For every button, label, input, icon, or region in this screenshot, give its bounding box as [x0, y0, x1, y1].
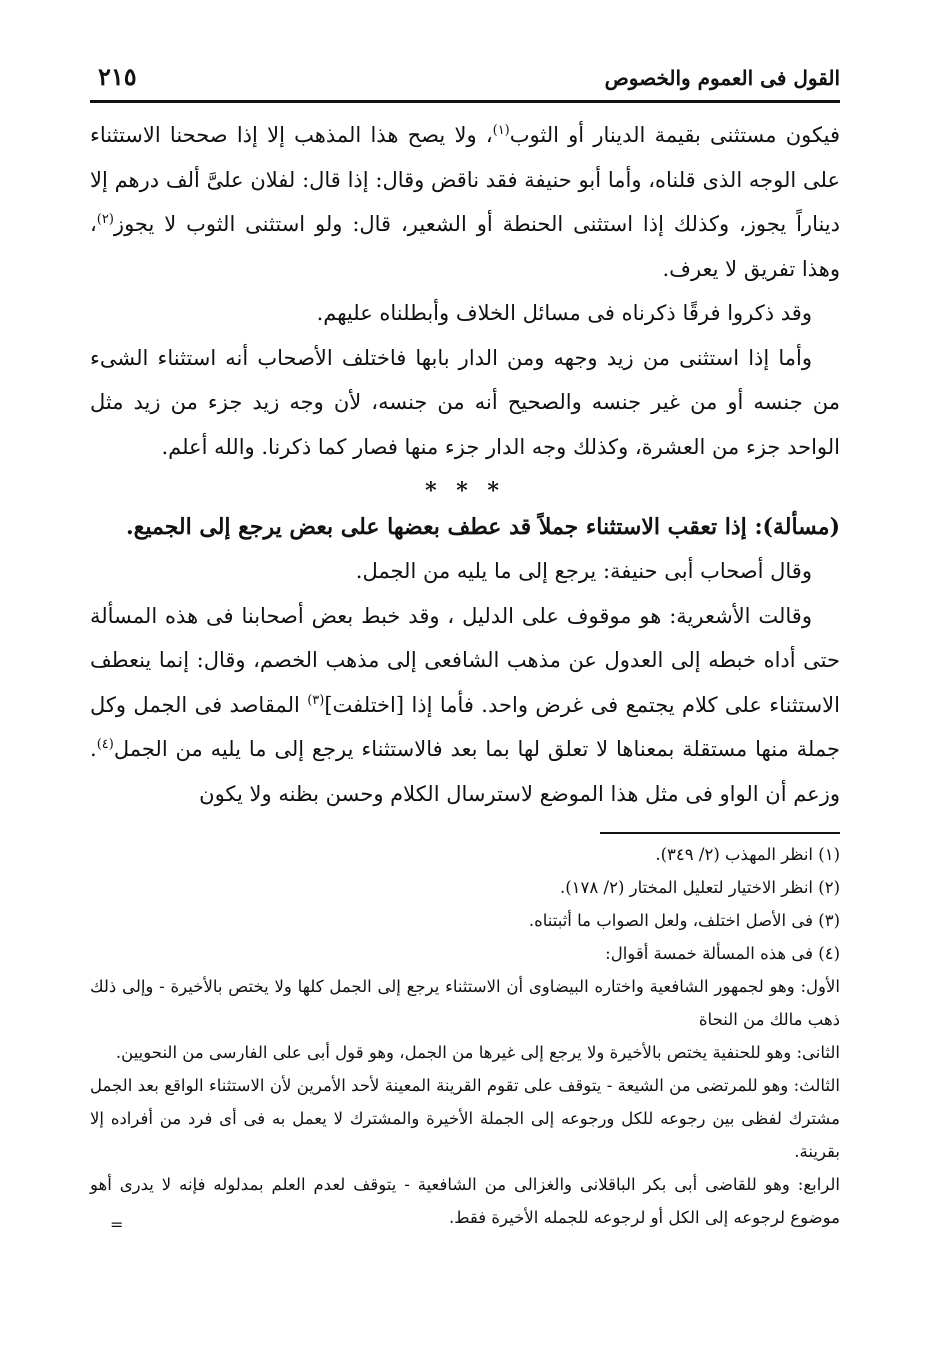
footnote-4-opinion-3: الثالث: وهو للمرتضى من الشيعة - يتوقف على تقوم القرينة المعينة لأحد الأمرين لأن الاستثناء الواقع بعد الجمل مشترك لفظى بين رجوعه للكل ورجوعه إلى الجملة الأخيرة والمشترك لا يعمل به فى أى فرد من أفراده إلا بقرينة. [90, 1076, 840, 1161]
paragraph-5-text-c: . وزعم أن الواو فى مثل هذا الموضع لاسترسال الكلام وحسن بظنه ولا يكون [90, 737, 840, 806]
footnote-2: (٢) انظر الاختيار لتعليل المختار (٢/ ١٧٨). [559, 878, 840, 897]
paragraph-2: وقد ذكروا فرقًا ذكرناه فى مسائل الخلاف وأبطلناه عليهم. [316, 301, 812, 325]
continuation-mark: = [110, 1215, 124, 1234]
paragraph-1 [90, 113, 840, 291]
footnote-4-opinion-1: الأول: وهو لجمهور الشافعية واختاره البيضاوى أن الاستثناء يرجع إلى الجمل كلها ولا يختص بالأخيرة - وإلى ذلك ذهب مالك من النحاة [90, 977, 840, 1029]
footnote-ref-1: (١) [492, 123, 510, 138]
footnote-1: (١) انظر المهذب (٢/ ٣٤٩). [655, 845, 840, 864]
footnotes [90, 838, 840, 1234]
book-page [90, 62, 840, 1234]
section-heading: (مسألة): إذا تعقب الاستثناء جملاً قد عطف بعضها على بعض يرجع إلى الجميع. [125, 514, 840, 540]
section-separator: * * * [425, 478, 505, 504]
footnote-4: (٤) فى هذه المسألة خمسة أقوال: [605, 944, 840, 963]
paragraph-3: وأما إذا استثنى من زيد وجهه ومن الدار بابها فاختلف الأصحاب أنه استثناء الشىء من جنسه أو من غير جنسه والصحيح أنه من جنسه، لأن وجه زيد جزء من زيد مثل الواحد جزء من العشرة، وكذلك وجه الدار جزء منها فصار كما ذكرنا. والله أعلم. [90, 345, 840, 459]
paragraph-5-text-a: وقالت الأشعرية: هو موقوف على الدليل ، وقد خبط بعض أصحابنا فى هذه المسألة حتى أداه خبطه إلى العدول عن مذهب الشافعى إلى مذهب الخصم، وقال: إنما ينعطف الاستثناء على كلام يجتمع فى غرض واحد. فأما إذا [اختلفت] [90, 603, 840, 717]
paragraph-1-text-c: ، وهذا تفريق لا يعرف. [90, 212, 840, 281]
page-header [90, 62, 840, 103]
footnote-4-opinion-4: الرابع: وهو للقاضى أبى بكر الباقلانى والغزالى من الشافعية - يتوقف لعدم العلم بمدلوله فإنه لا يدرى أهو موضوع لرجوعه إلى الكل أو لرجوعه للجمله الأخيرة فقط. [90, 1175, 840, 1227]
paragraph-4: وقال أصحاب أبى حنيفة: يرجع إلى ما يليه من الجمل. [355, 559, 812, 583]
running-title: القول فى العموم والخصوص [604, 66, 840, 90]
footnote-4-opinion-2: الثانى: وهو للحنفية يختص بالأخيرة ولا يرجع إلى غيرها من الجمل، وهو قول أبى على الفارسى من النحويين. [115, 1043, 840, 1062]
paragraph-5 [90, 594, 840, 817]
footnote-divider [600, 832, 840, 834]
paragraph-1-text-a: فيكون مستثنى بقيمة الدينار أو الثوب [509, 123, 840, 147]
footnote-3: (٣) فى الأصل اختلف، ولعل الصواب ما أثبتناه. [528, 911, 840, 930]
footnote-ref-3: (٣) [307, 692, 325, 708]
page-number: ٢١٥ [98, 62, 137, 91]
footnote-ref-4: (٤) [96, 737, 114, 752]
footnote-ref-2: (٢) [96, 212, 114, 227]
paragraph-1-text-b: ، ولا يصح هذا المذهب إلا إذا صححنا الاستثناء على الوجه الذى قلناه، وأما أبو حنيفة فقد ناقض وقال: إذا قال: لفلان علىَّ ألف درهم إلا ديناراً يجوز، وكذلك إذا استثنى الحنطة أو الشعير، قال: ولو استثنى الثوب لا يجوز [90, 123, 840, 236]
main-text [90, 113, 840, 816]
paragraph-5-text-b: المقاصد فى الجمل وكل جملة منها مستقلة بمعناها لا تعلق لها بما بعد فالاستثناء يرجع إلى ما يليه من الجمل [90, 692, 840, 761]
